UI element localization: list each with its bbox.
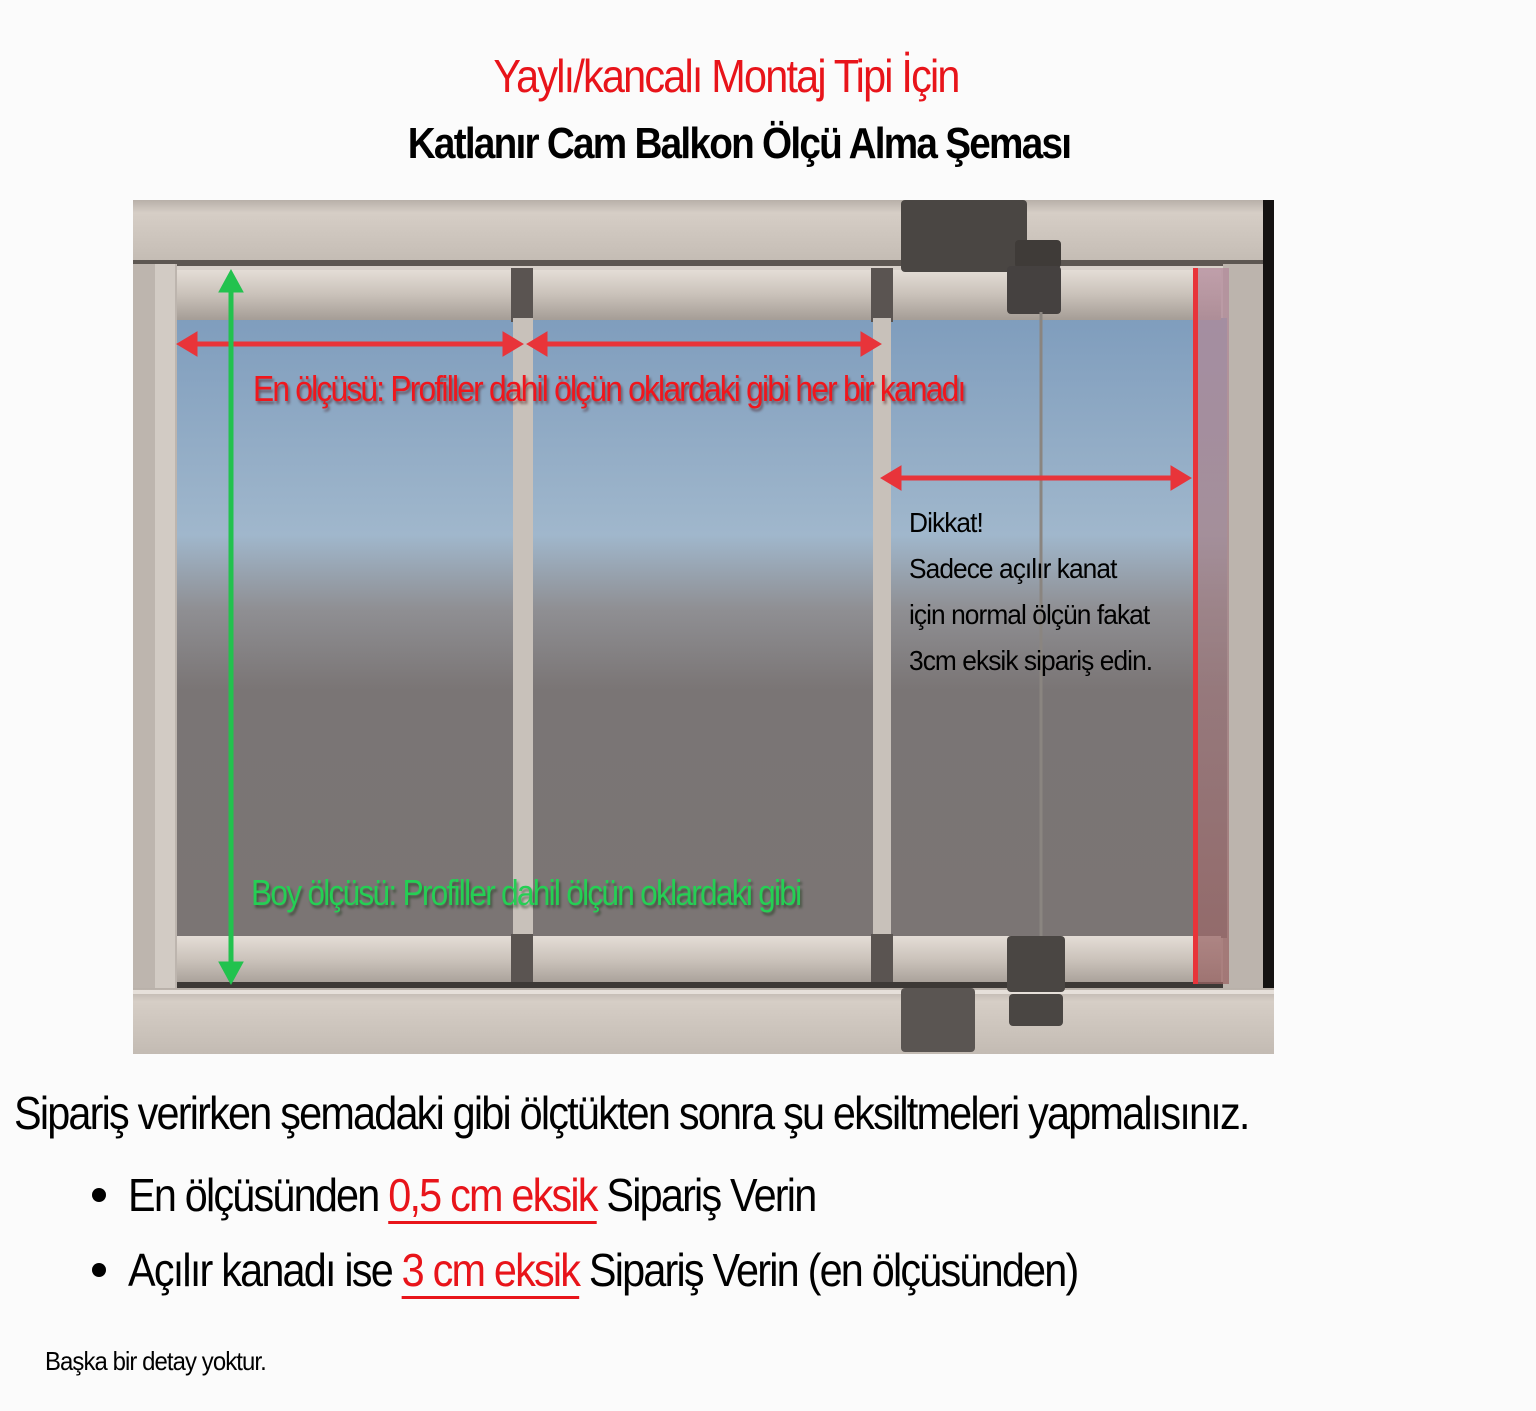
- width-measure-label: En ölçüsü: Profiller dahil ölçün oklardaki gibi her bir kanadı: [253, 368, 965, 409]
- balcony-measurement-diagram: [133, 200, 1274, 1054]
- note-warning-heading: Dikkat!: [909, 507, 983, 538]
- instruction-text: En ölçüsünden: [128, 1169, 389, 1221]
- top-hinge-bracket: [901, 200, 1027, 272]
- bottom-pivot-block: [1007, 936, 1065, 992]
- opening-sash-highlight: [1195, 268, 1229, 984]
- bottom-lock-block: [901, 988, 975, 1052]
- instruction-item-opening-sash: [92, 1243, 1183, 1297]
- bullet-icon: [92, 1263, 106, 1277]
- deduction-highlight: 0,5 cm eksik: [388, 1169, 597, 1221]
- top-pivot-block: [1007, 266, 1061, 314]
- mount-type-subtitle: Yaylı/kancalı Montaj Tipi İçin: [493, 50, 959, 102]
- opening-sash-note: [909, 500, 1168, 684]
- note-line: Sadece açılır kanat: [909, 553, 1117, 584]
- deduction-highlight: 3 cm eksik: [401, 1244, 580, 1296]
- note-line: 3cm eksik sipariş edin.: [909, 645, 1153, 676]
- instructions-intro: Sipariş verirken şemadaki gibi ölçtükten sonra şu eksiltmeleri yapmalısınız.: [14, 1087, 1249, 1139]
- instruction-text: Açılır kanadı ise: [128, 1244, 402, 1296]
- bullet-icon: [92, 1188, 106, 1202]
- page-title: Katlanır Cam Balkon Ölçü Alma Şeması: [407, 119, 1071, 168]
- height-measure-label: Boy ölçüsü: Profiller dahil ölçün oklardaki gibi: [251, 872, 801, 913]
- footer-note: Başka bir detay yoktur.: [45, 1346, 266, 1376]
- instruction-item-width: [92, 1168, 892, 1222]
- note-line: için normal ölçün fakat: [909, 599, 1150, 630]
- instruction-text: Sipariş Verin (en ölçüsünden): [579, 1244, 1078, 1296]
- instruction-text: Sipariş Verin: [596, 1169, 816, 1221]
